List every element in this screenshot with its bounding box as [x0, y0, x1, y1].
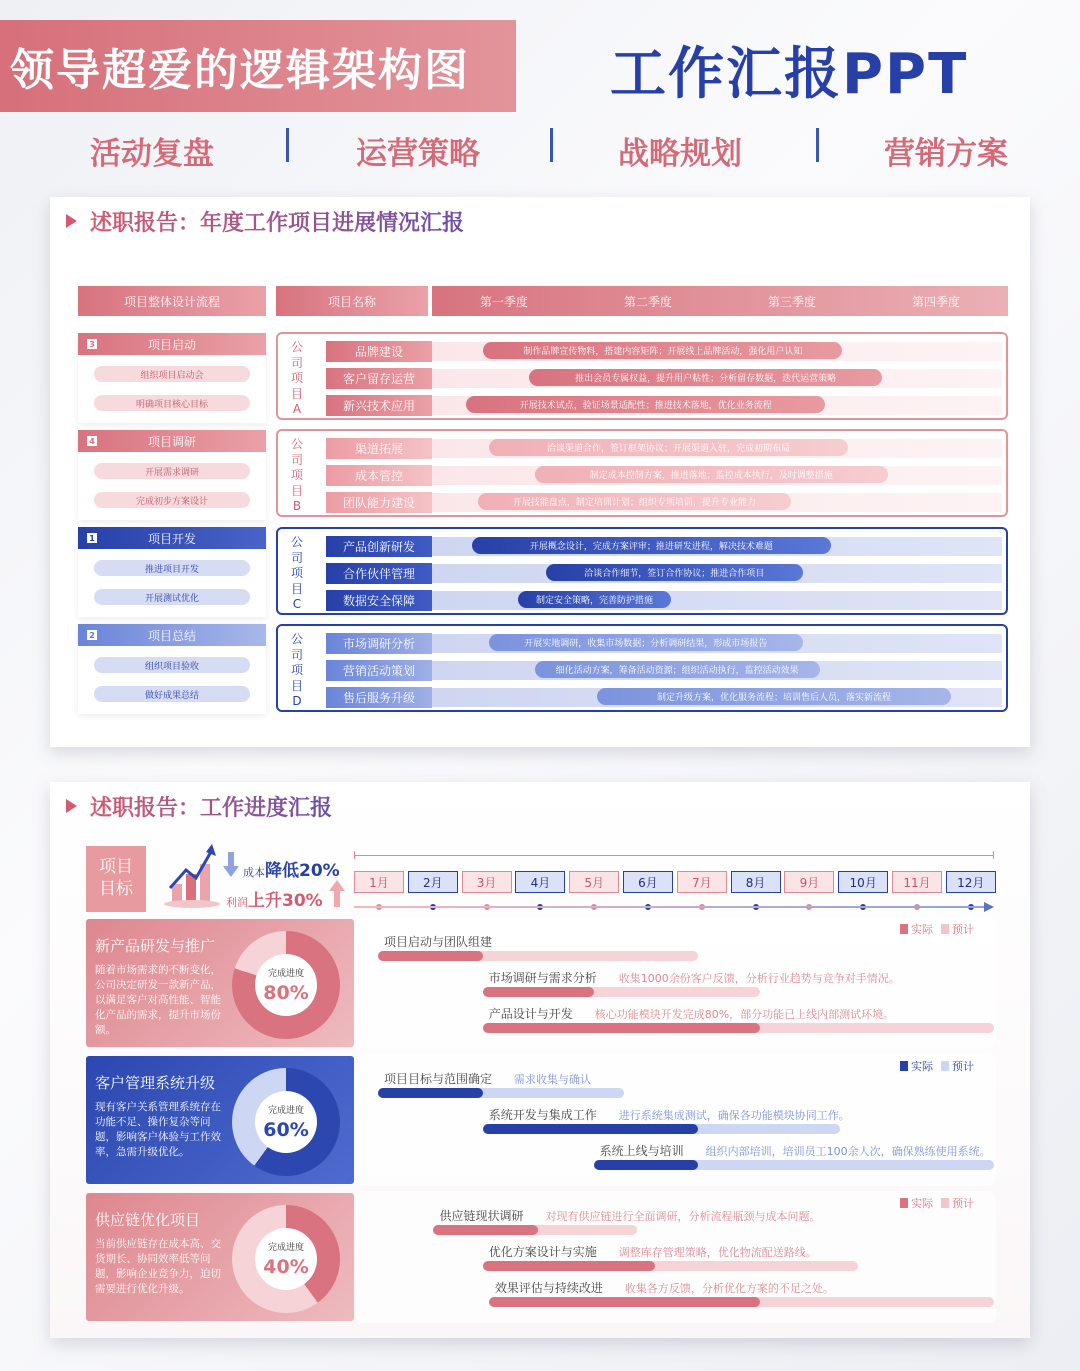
- category-divider: [816, 128, 819, 162]
- stage-card: [78, 430, 266, 520]
- progress-ring-center: [255, 1091, 317, 1153]
- task-note: 组织内部培训，培训员工100余人次，确保熟练使用系统。: [705, 1145, 991, 1158]
- actual-bar: [483, 987, 594, 997]
- project-summary-card: [86, 919, 354, 1047]
- task-name: 市场调研与需求分析: [488, 971, 597, 985]
- project-group: [276, 429, 1008, 517]
- gantt-task[interactable]: [489, 1243, 817, 1260]
- legend-planned-swatch: [941, 1198, 949, 1208]
- project-bar: 开展技能盘点，制定培训计划；组织专项培训，提升专业能力: [478, 493, 792, 510]
- category-marketing-plan[interactable]: 营销方案: [884, 136, 1008, 172]
- progress-ring-center: [255, 1228, 317, 1290]
- task-name: 系统上线与培训: [599, 1144, 684, 1158]
- project-track: [432, 342, 1002, 361]
- month-label: 12月: [946, 871, 996, 893]
- timeline-bracket: [354, 855, 994, 856]
- project-track: [432, 634, 1002, 653]
- project-description: 随着市场需求的不断变化，公司决定研发一款新产品，以满足客户对高性能、智能化产品的需求，提升市场份额。: [95, 964, 221, 1036]
- progress-ring: [232, 931, 340, 1039]
- month-label: 3月: [462, 871, 512, 893]
- project-group-label: 公司项目D: [290, 632, 303, 708]
- stage-number: 3: [87, 339, 97, 349]
- stage-number: 2: [87, 630, 97, 640]
- project-bar: 洽谈渠道合作，签订框架协议；开展渠道入驻，完成初期布局: [489, 439, 848, 456]
- task-name: 项目目标与范围确定: [384, 1072, 493, 1086]
- project-name: 合作伙伴管理: [326, 563, 432, 584]
- project-description: 现有客户关系管理系统存在功能不足、操作复杂等问题，影响客户体验与工作效率，急需升级优化。: [95, 1101, 221, 1158]
- stage-step: 组织项目启动会: [94, 366, 250, 382]
- month-label: 5月: [569, 871, 619, 893]
- progress-ring-center: [255, 954, 317, 1016]
- task-name: 效果评估与持续改进: [494, 1281, 603, 1295]
- progress-label: 完成进度: [267, 1106, 304, 1116]
- month-label: 4月: [515, 871, 565, 893]
- legend-planned: 预计: [952, 1197, 974, 1210]
- progress-value: 40%: [263, 1256, 309, 1278]
- legend-actual: 实际: [911, 1197, 933, 1210]
- progress-label: 完成进度: [267, 969, 304, 979]
- project-title: 新产品研发与推广: [95, 937, 216, 955]
- growth-chart-icon: [160, 840, 230, 912]
- stage-step: 完成初步方案设计: [94, 492, 250, 508]
- stage-header: [78, 527, 266, 549]
- project-group: [276, 527, 1008, 615]
- timeline-axis: [354, 906, 984, 908]
- gantt-task[interactable]: [384, 1070, 591, 1087]
- arrow-up-icon: [328, 880, 346, 908]
- legend-actual: 实际: [911, 1060, 933, 1073]
- project-name: 产品创新研发: [326, 536, 432, 557]
- project-bar: 开展实地调研，收集市场数据；分析调研结果，形成市场报告: [489, 634, 803, 651]
- stage-title: 项目开发: [147, 531, 196, 546]
- stage-step: 推进项目开发: [94, 560, 250, 576]
- category-divider: [550, 128, 553, 162]
- gantt-task[interactable]: [489, 1005, 894, 1022]
- task-note: 需求收集与确认: [514, 1073, 592, 1086]
- legend-actual: 实际: [911, 923, 933, 936]
- task-name: 优化方案设计与实施: [488, 1245, 597, 1259]
- task-note: 核心功能模块开发完成80%，部分功能已上线内部测试环境。: [594, 1008, 895, 1021]
- stage-title: 项目调研: [147, 434, 196, 449]
- project-track: [432, 493, 1002, 512]
- category-activity-review[interactable]: 活动复盘: [90, 136, 214, 172]
- goal-label: 项目目标: [86, 846, 146, 912]
- stage-header: [78, 624, 266, 646]
- stage-card: [78, 527, 266, 617]
- actual-bar: [433, 1225, 538, 1235]
- profit-target: 利润上升30%: [226, 891, 323, 911]
- stage-card: [78, 624, 266, 714]
- project-name: 团队能力建设: [326, 492, 432, 513]
- month-label: 11月: [892, 871, 942, 893]
- month-label: 6月: [623, 871, 673, 893]
- stage-step: 开展需求调研: [94, 463, 250, 479]
- task-note: 调整库存管理策略，优化物流配送路线。: [618, 1246, 817, 1259]
- project-summary-card: [86, 1056, 354, 1184]
- project-name: 售后服务升级: [326, 687, 432, 708]
- project-name: 市场调研分析: [326, 633, 432, 654]
- actual-bar: [378, 951, 483, 961]
- section2-title: 述职报告：工作进度汇报: [90, 791, 332, 822]
- progress-ring: [232, 1205, 340, 1313]
- actual-bar: [483, 1124, 699, 1134]
- progress-value: 60%: [263, 1119, 309, 1141]
- project-track: [432, 396, 1002, 415]
- legend-planned: 预计: [952, 1060, 974, 1073]
- month-label: 2月: [408, 871, 458, 893]
- project-description: 当前供应链存在成本高、交货期长、协同效率低等问题，影响企业竞争力，迫切需要进行优化升级。: [95, 1238, 221, 1295]
- project-name: 新兴技术应用: [326, 395, 432, 416]
- arrow-down-icon: [222, 852, 240, 878]
- actual-bar: [594, 1160, 699, 1170]
- project-track: [432, 537, 1002, 556]
- stage-card: [78, 333, 266, 423]
- project-name: 成本管控: [326, 465, 432, 486]
- project-summary-card: [86, 1193, 354, 1321]
- project-bar: 制定成本控制方案，推进落地；监控成本执行，及时调整措施: [535, 466, 888, 483]
- project-name: 渠道拓展: [326, 438, 432, 459]
- gantt-task[interactable]: [384, 933, 492, 950]
- project-bar: 洽谈合作细节，签订合作协议；推进合作项目: [546, 564, 803, 581]
- task-note: 进行系统集成测试，确保各功能模块协同工作。: [618, 1109, 850, 1122]
- task-name: 供应链现状调研: [439, 1209, 524, 1223]
- quarter-label: 第三季度: [767, 294, 816, 309]
- stage-step: 做好成果总结: [94, 686, 250, 702]
- gantt-legend: [892, 1058, 974, 1074]
- title-banner: [0, 20, 516, 112]
- project-bar: 开展技术试点，验证场景适配性；推进技术落地，优化业务流程: [466, 396, 825, 413]
- month-label: 7月: [677, 871, 727, 893]
- legend-planned-swatch: [941, 1061, 949, 1071]
- project-track: [432, 466, 1002, 485]
- project-title: 供应链优化项目: [95, 1211, 201, 1229]
- header-project-name: 项目名称: [276, 286, 428, 316]
- project-title: 客户管理系统升级: [95, 1074, 216, 1092]
- project-name: 品牌建设: [326, 341, 432, 362]
- project-track: [432, 439, 1002, 458]
- quarter-label: 第二季度: [623, 294, 672, 309]
- project-group: [276, 332, 1008, 420]
- timeline-arrow-icon: [984, 902, 994, 912]
- stage-step: 明确项目核心目标: [94, 395, 250, 411]
- legend-planned: 预计: [952, 923, 974, 936]
- project-track: [432, 564, 1002, 583]
- header-flow: 项目整体设计流程: [78, 286, 266, 316]
- gantt-task[interactable]: [489, 969, 900, 986]
- task-note: 对现有供应链进行全面调研，分析流程瓶颈与成本问题。: [545, 1210, 821, 1223]
- stage-title: 项目启动: [147, 337, 196, 352]
- actual-bar: [378, 1088, 483, 1098]
- gantt-legend: [892, 921, 974, 937]
- project-group-label: 公司项目A: [290, 340, 303, 416]
- stage-step: 组织项目验收: [94, 657, 250, 673]
- quarter-label: 第四季度: [911, 294, 960, 309]
- banner-title: 领导超爱的逻辑架构图: [10, 45, 470, 96]
- project-track: [432, 591, 1002, 610]
- project-track: [432, 369, 1002, 388]
- project-track: [432, 661, 1002, 680]
- task-note: 收集1000余份客户反馈，分析行业趋势与竞争对手情况。: [618, 972, 900, 985]
- project-name: 营销活动策划: [326, 660, 432, 681]
- task-name: 系统开发与集成工作: [488, 1108, 597, 1122]
- task-note: 收集各方反馈，分析优化方案的不足之处。: [624, 1282, 834, 1295]
- gantt-task[interactable]: [439, 1207, 820, 1224]
- ppt-title: 工作汇报PPT: [610, 42, 969, 107]
- project-name: 数据安全保障: [326, 590, 432, 611]
- header-quarters: [432, 286, 1008, 316]
- month-label: 10月: [838, 871, 888, 893]
- cost-target: 成本降低20%: [243, 861, 340, 881]
- gantt-legend: [892, 1195, 974, 1211]
- legend-actual-swatch: [900, 1061, 908, 1071]
- progress-value: 80%: [263, 982, 309, 1004]
- project-bar: 推出会员专属权益，提升用户粘性；分析留存数据，迭代运营策略: [529, 369, 882, 386]
- stage-number: 4: [87, 436, 97, 446]
- actual-bar: [483, 1261, 655, 1271]
- gantt-task[interactable]: [489, 1106, 850, 1123]
- project-name: 客户留存运营: [326, 368, 432, 389]
- category-strategic-planning[interactable]: 战略规划: [618, 136, 742, 172]
- gantt-task[interactable]: [600, 1142, 991, 1159]
- project-bar: 细化活动方案，筹备活动资源；组织活动执行，监控活动效果: [535, 661, 820, 678]
- stage-title: 项目总结: [147, 628, 196, 643]
- legend-planned-swatch: [941, 924, 949, 934]
- quarter-label: 第一季度: [479, 294, 528, 309]
- progress-label: 完成进度: [267, 1243, 304, 1253]
- arrow-right-icon: [66, 799, 77, 813]
- stage-number: 1: [87, 533, 97, 543]
- task-name: 项目启动与团队组建: [384, 935, 493, 949]
- legend-actual-swatch: [900, 924, 908, 934]
- project-group: [276, 624, 1008, 712]
- stage-step: 开展测试优化: [94, 589, 250, 605]
- month-label: 9月: [784, 871, 834, 893]
- actual-bar: [489, 1297, 760, 1307]
- project-track: [432, 688, 1002, 707]
- project-bar: 制定升级方案，优化服务流程；培训售后人员，落实新流程: [597, 688, 950, 705]
- category-operation-strategy[interactable]: 运营策略: [356, 136, 480, 172]
- month-label: 8月: [731, 871, 781, 893]
- legend-actual-swatch: [900, 1198, 908, 1208]
- category-divider: [286, 128, 289, 162]
- arrow-right-icon: [66, 214, 77, 228]
- project-bar: 制定安全策略，完善防护措施: [518, 591, 672, 608]
- month-label: 1月: [354, 871, 404, 893]
- project-group-label: 公司项目B: [290, 437, 303, 513]
- section1-title: 述职报告：年度工作项目进展情况汇报: [90, 206, 464, 237]
- stage-header: [78, 333, 266, 355]
- project-bar: 制作品牌宣传物料，搭建内容矩阵；开展线上品牌活动，强化用户认知: [483, 342, 842, 359]
- project-bar: 开展概念设计，完成方案评审；推进研发进程，解决技术难题: [472, 537, 831, 554]
- progress-ring: [232, 1068, 340, 1176]
- gantt-task[interactable]: [495, 1279, 834, 1296]
- stage-header: [78, 430, 266, 452]
- task-name: 产品设计与开发: [488, 1007, 573, 1021]
- project-group-label: 公司项目C: [290, 535, 303, 611]
- actual-bar: [483, 1023, 760, 1033]
